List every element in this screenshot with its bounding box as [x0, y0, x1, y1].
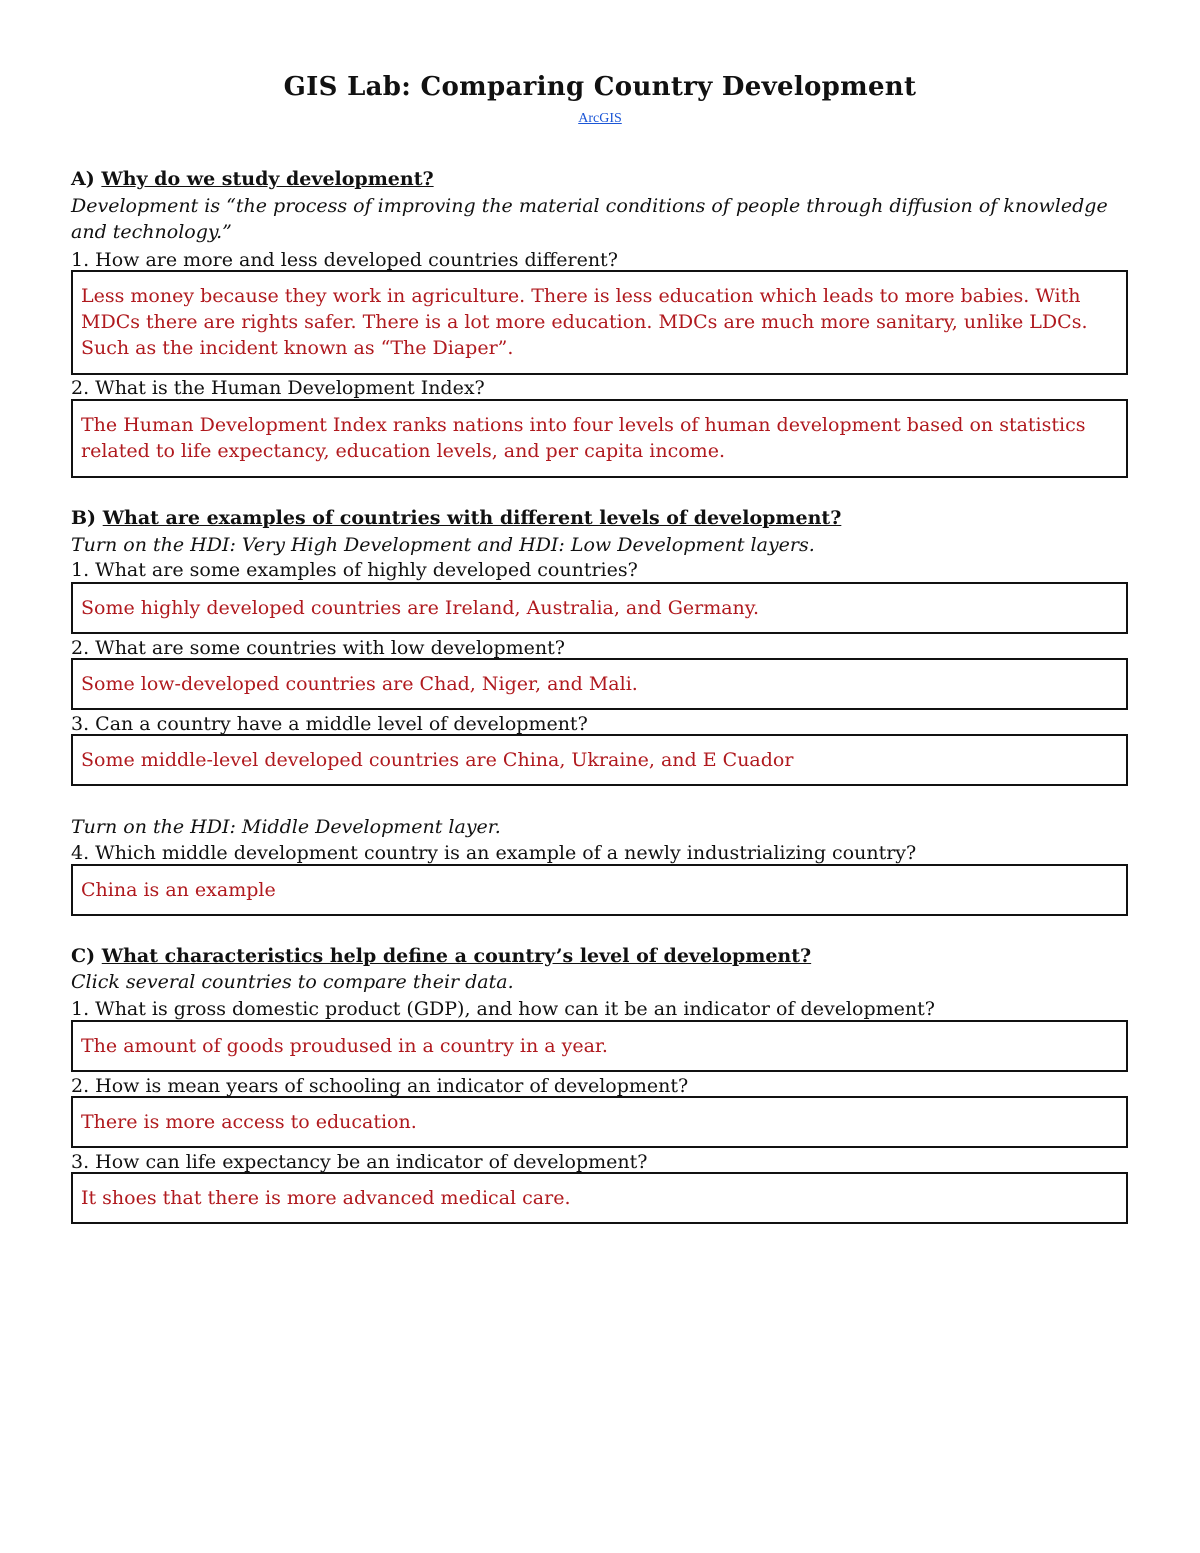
answer-box-b2[interactable]: Some low-developed countries are Chad, Niger, and Mali. — [71, 658, 1128, 710]
section-b-instruction-middle: Turn on the HDI: Middle Development layer. — [71, 816, 501, 838]
section-c-instruction: Click several countries to compare their data. — [71, 971, 514, 993]
section-b-heading — [71, 505, 1131, 531]
section-a-heading — [71, 166, 1131, 192]
section-c-letter: C) — [71, 945, 96, 967]
question-c1: 1. What is gross domestic product (GDP), and how can it be an indicator of development? — [71, 998, 935, 1020]
development-definition: Development is “the process of improving the material conditions of people through diffusion of knowledge and technology.” — [71, 195, 1108, 243]
answer-box-c3[interactable]: It shoes that there is more advanced medical care. — [71, 1172, 1128, 1224]
answer-box-c1[interactable]: The amount of goods proudused in a country in a year. — [71, 1020, 1128, 1072]
question-b4: 4. Which middle development country is an example of a newly industrializing country? — [71, 842, 917, 864]
question-b2: 2. What are some countries with low development? — [71, 637, 565, 659]
section-b-instruction: Turn on the HDI: Very High Development and HDI: Low Development layers. — [71, 534, 815, 556]
page-title: GIS Lab: Comparing Country Development — [283, 72, 917, 102]
question-b1: 1. What are some examples of highly developed countries? — [71, 559, 638, 581]
answer-box-b4[interactable]: China is an example — [71, 864, 1128, 916]
section-a-letter: A) — [71, 168, 95, 190]
section-c-title: What characteristics help define a country’s level of development? — [101, 945, 812, 967]
answer-box-b1[interactable]: Some highly developed countries are Ireland, Australia, and Germany. — [71, 582, 1128, 634]
answer-box-a2[interactable]: The Human Development Index ranks nations into four levels of human development based on statistics related to life expectancy, education levels, and per capita income. — [71, 399, 1128, 478]
question-c3: 3. How can life expectancy be an indicator of development? — [71, 1151, 648, 1173]
answer-box-a1[interactable]: Less money because they work in agriculture. There is less education which leads to more babies. With MDCs there are rights safer. There is a lot more education. MDCs are much more sanitary, unlike LDCs. Such as the incident known as “The Diaper”. — [71, 270, 1128, 375]
answer-box-b3[interactable]: Some middle-level developed countries are China, Ukraine, and E Cuador — [71, 734, 1128, 786]
section-a-title: Why do we study development? — [101, 168, 434, 190]
question-b3: 3. Can a country have a middle level of development? — [71, 713, 588, 735]
question-a2: 2. What is the Human Development Index? — [71, 377, 485, 399]
section-c-heading — [71, 943, 1131, 969]
section-b-letter: B) — [71, 507, 97, 529]
question-a1: 1. How are more and less developed countries different? — [71, 249, 618, 271]
arcgis-link[interactable]: ArcGIS — [578, 111, 622, 126]
answer-box-c2[interactable]: There is more access to education. — [71, 1096, 1128, 1148]
question-c2: 2. How is mean years of schooling an indicator of development? — [71, 1075, 689, 1097]
section-b-title: What are examples of countries with different levels of development? — [102, 507, 842, 529]
